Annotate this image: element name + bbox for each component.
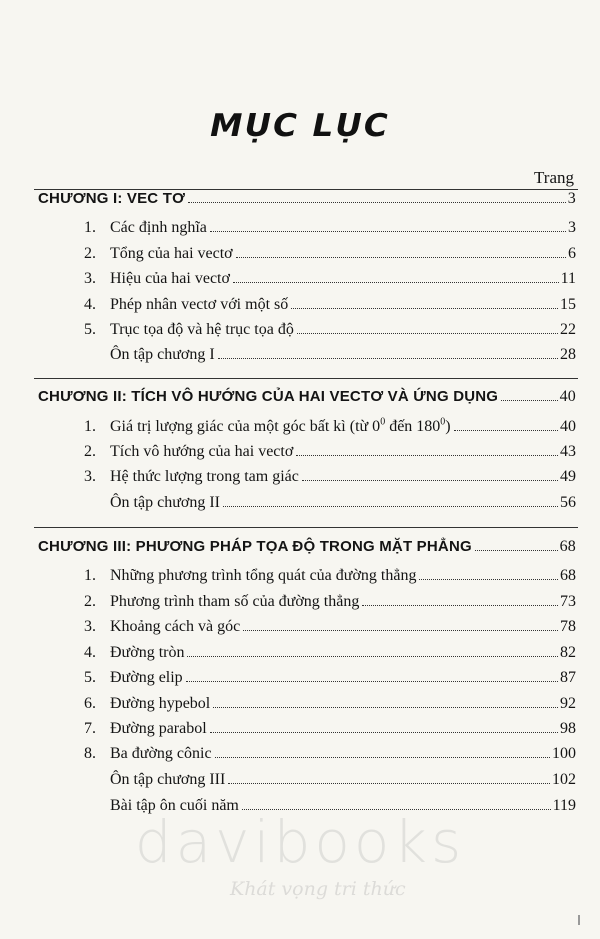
page-number: 28 xyxy=(560,346,576,363)
item-number: 8. xyxy=(84,745,96,762)
chapter-title: CHƯƠNG II: TÍCH VÔ HƯỚNG CỦA HAI VECTƠ VÀ ỨNG DỤNG xyxy=(38,388,499,405)
page-number: 98 xyxy=(560,720,576,737)
toc-item xyxy=(84,245,576,267)
item-title: Ôn tập chương I xyxy=(110,346,215,363)
item-title: Đường hypebol xyxy=(110,695,211,712)
item-number: 4. xyxy=(84,644,96,661)
chapter-1-heading xyxy=(38,190,576,212)
toc-item xyxy=(84,443,576,465)
page-number: 6 xyxy=(568,245,576,262)
dot-leader xyxy=(215,757,550,758)
item-title: Đường parabol xyxy=(110,720,207,737)
item-title: Ôn tập chương II xyxy=(110,494,220,511)
dot-leader xyxy=(302,480,558,481)
item-title: Ôn tập chương III xyxy=(110,771,226,788)
dot-leader xyxy=(236,257,566,258)
item-title: Các định nghĩa xyxy=(110,219,207,236)
dot-leader xyxy=(297,333,558,334)
chapter-3-heading xyxy=(38,538,576,560)
toc-item xyxy=(84,695,576,717)
page-number: 49 xyxy=(560,468,576,485)
item-number: 1. xyxy=(84,567,96,584)
page-number: 119 xyxy=(552,797,576,814)
dot-leader xyxy=(186,681,558,682)
toc-item xyxy=(84,270,576,292)
item-number: 3. xyxy=(84,270,96,287)
dot-leader xyxy=(213,707,558,708)
item-title: Ba đường cônic xyxy=(110,745,212,762)
item-number: 2. xyxy=(84,443,96,460)
toc-item xyxy=(84,321,576,343)
toc-item-review xyxy=(110,346,576,368)
item-number: 3. xyxy=(84,618,96,635)
item-number: 6. xyxy=(84,695,96,712)
item-number: 7. xyxy=(84,720,96,737)
dot-leader xyxy=(218,358,558,359)
page-number: 3 xyxy=(568,219,576,236)
page-number: 73 xyxy=(560,593,576,610)
item-title: Đường tròn xyxy=(110,644,185,661)
divider xyxy=(34,527,578,528)
dot-leader xyxy=(296,455,558,456)
dot-leader xyxy=(454,430,558,431)
toc-item xyxy=(84,745,576,767)
item-title: Hệ thức lượng trong tam giác xyxy=(110,468,299,485)
toc-item-review xyxy=(110,494,576,516)
page-number: 40 xyxy=(559,388,576,405)
toc-item xyxy=(84,618,576,640)
dot-leader xyxy=(210,231,566,232)
page-title: MỤC LỤC xyxy=(210,108,390,144)
page-number: 78 xyxy=(560,618,576,635)
dot-leader xyxy=(210,732,558,733)
page-number: 102 xyxy=(552,771,576,788)
dot-leader xyxy=(188,202,566,203)
page-column-header: Trang xyxy=(534,168,574,187)
page-number: 3 xyxy=(567,190,576,207)
item-number: 5. xyxy=(84,669,96,686)
item-title: Khoảng cách và góc xyxy=(110,618,241,635)
chapter-title: CHƯƠNG I: VEC TƠ xyxy=(38,190,186,207)
item-number: 2. xyxy=(84,593,96,610)
item-number: 3. xyxy=(84,468,96,485)
page-number: 15 xyxy=(560,296,576,313)
dot-leader xyxy=(501,400,557,401)
page-number: 68 xyxy=(559,538,576,555)
toc-item xyxy=(84,593,576,615)
page-number: 43 xyxy=(560,443,576,460)
dot-leader xyxy=(475,550,558,551)
degree-superscript: 0 xyxy=(440,416,446,428)
degree-superscript: 0 xyxy=(380,416,386,428)
chapter-2-heading xyxy=(38,388,576,410)
dot-leader xyxy=(228,783,550,784)
item-number: 1. xyxy=(84,219,96,236)
toc-item xyxy=(84,720,576,742)
toc-item xyxy=(84,567,576,589)
dot-leader xyxy=(187,656,558,657)
page-number: 22 xyxy=(560,321,576,338)
item-number: 1. xyxy=(84,418,96,435)
watermark-brand: davibooks xyxy=(134,808,466,876)
dot-leader xyxy=(291,308,558,309)
watermark-tagline: Khát vọng tri thức xyxy=(230,878,406,900)
page-number: 11 xyxy=(560,270,576,287)
page-number: 82 xyxy=(560,644,576,661)
item-title: Tổng của hai vectơ xyxy=(110,245,233,262)
page-number: 56 xyxy=(560,494,576,511)
dot-leader xyxy=(243,630,558,631)
item-number: 2. xyxy=(84,245,96,262)
toc-item xyxy=(84,644,576,666)
page-number: 100 xyxy=(552,745,576,762)
item-title: Phương trình tham số của đường thẳng xyxy=(110,593,360,610)
item-number: 5. xyxy=(84,321,96,338)
toc-item xyxy=(84,418,576,440)
toc-item xyxy=(84,669,576,691)
item-title: Trục tọa độ và hệ trục tọa độ xyxy=(110,321,294,338)
page-edge-mark xyxy=(578,915,580,925)
dot-leader xyxy=(362,605,558,606)
page-number: 40 xyxy=(560,418,576,435)
item-title: Đường elip xyxy=(110,669,183,686)
page-number: 87 xyxy=(560,669,576,686)
item-title: Phép nhân vectơ với một số xyxy=(110,296,289,313)
item-title: Giá trị lượng giác của một góc bất kì (từ $0^0$ đến $180^0$) xyxy=(110,416,451,435)
page-number: 92 xyxy=(560,695,576,712)
toc-item xyxy=(84,468,576,490)
item-title: Tích vô hướng của hai vectơ xyxy=(110,443,294,460)
dot-leader xyxy=(223,506,558,507)
toc-item xyxy=(84,296,576,318)
page-number: 68 xyxy=(560,567,576,584)
item-title: Bài tập ôn cuối năm xyxy=(110,797,239,814)
divider xyxy=(34,378,578,379)
item-title: Hiệu của hai vectơ xyxy=(110,270,230,287)
dot-leader xyxy=(419,579,558,580)
toc-item xyxy=(84,219,576,241)
toc-item-review xyxy=(110,771,576,793)
item-number: 4. xyxy=(84,296,96,313)
dot-leader xyxy=(233,282,559,283)
chapter-title: CHƯƠNG III: PHƯƠNG PHÁP TỌA ĐỘ TRONG MẶT PHẲNG xyxy=(38,538,472,555)
item-title: Những phương trình tổng quát của đường thẳng xyxy=(110,567,417,584)
